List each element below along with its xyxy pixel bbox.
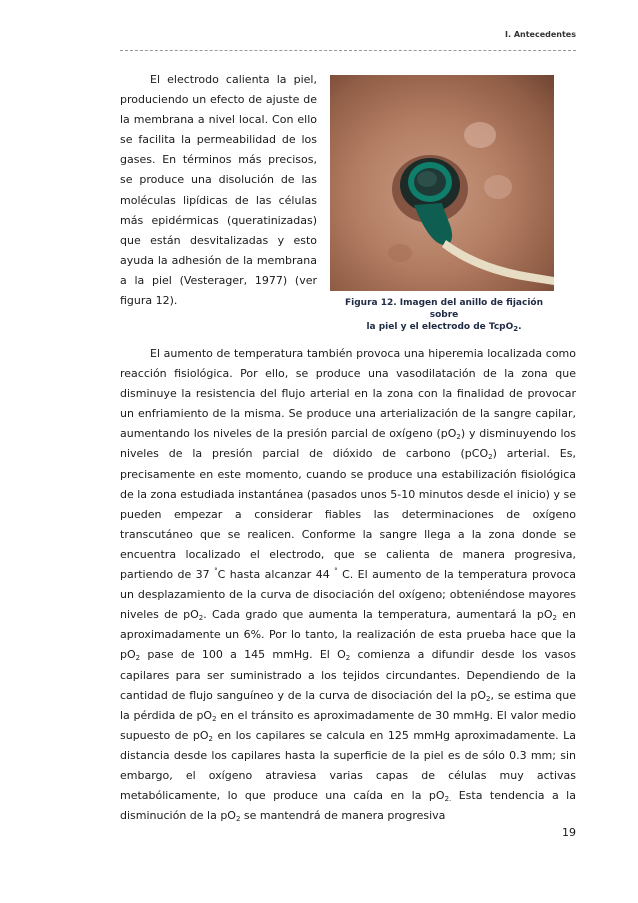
caption-subscript: 2 — [513, 325, 519, 333]
body-text: C. El aumento de la temperatura provoca un desplazamiento de la curva de disociación del oxígeno; obteniéndose mayores niveles de pO — [120, 568, 576, 622]
subscript: 2 — [212, 714, 217, 723]
intro-paragraph: El electrodo calienta la piel, produciendo un efecto de ajuste de la membrana a nivel local. Con ello se facilita la permeabilidad de los gases. En términos más precisos, se produce una disolución de las moléculas lipídicas de las células más epidérmicas (queratinizadas) que están desvitalizadas y esto ayuda la adhesión de la membrana a la piel (Vesterager, 1977) (ver figura 12). — [120, 73, 317, 308]
caption-line-2-end: . — [518, 322, 522, 332]
body-text: ) arterial. Es, precisamente en este momento, cuando se produce una estabilización fisiológica de la zona estudiada instantánea (pasados unos 5-10 minutos desde el inicio) y se pueden empezar a considerar fiables las determinaciones de oxígeno transcutáneo que se realicen. Conforme la sangre llega a la zona donde se encuentra localizado el electrodo, que se calienta de manera progresiva, partiendo de 37 — [120, 447, 576, 582]
body-text: C hasta alcanzar 44 — [217, 568, 335, 582]
subscript: 2 — [208, 734, 213, 743]
body-text: en los capilares se calcula en 125 mmHg aproximadamente. La distancia desde los capilares hasta la superficie de la piel es de sólo 0.3 mm; sin embargo, el oxígeno atraviesa varias capas de células muy activas metabólicamente, lo que produce una caída en la pO — [120, 728, 576, 803]
body-text: comienza a difundir desde los vasos capilares para ser suministrado a los tejidos circundantes. Dependiendo de la cantidad de flujo sanguíneo y de la curva de disociación del la pO — [120, 648, 576, 702]
body-text: El aumento de temperatura también provoca una hiperemia localizada como reacción fisiológica. Por ello, se produce una vasodilatación de la zona que disminuye la resistencia del flujo arterial en la zona con la finalidad de provocar un enfriamiento de la misma. Se produce una arterialización de la sangre capilar, aumentando los niveles de la presión parcial de oxígeno (pO — [120, 347, 576, 441]
subscript: 2 — [552, 614, 557, 623]
header-divider — [120, 50, 576, 51]
body-text: , se estima que la pérdida de pO — [120, 688, 576, 722]
degree-symbol: ° — [214, 567, 218, 576]
subscript: 2 — [235, 815, 241, 824]
page-number: 19 — [562, 826, 576, 839]
subscript: 2 — [135, 654, 141, 663]
subscript: 2. — [444, 795, 452, 804]
electrode-photo — [330, 75, 554, 291]
body-text: se mantendrá de manera progresiva — [240, 809, 446, 823]
degree-symbol: ° — [334, 567, 338, 576]
body-text: en el tránsito es aproximadamente de 30 mmHg. El valor medio supuesto de pO — [120, 708, 576, 742]
section-header: I. Antecedentes — [505, 30, 576, 39]
caption-line-2: la piel y el electrodo de TcpO — [366, 322, 514, 332]
figure-caption — [330, 297, 558, 333]
body-paragraph — [120, 344, 576, 826]
subscript: 2 — [198, 614, 204, 623]
body-text: . Cada grado que aumenta la temperatura, aumentará la pO — [203, 608, 553, 622]
caption-line-1: Figura 12. Imagen del anillo de fijación sobre — [344, 298, 544, 320]
body-text: pase de 100 a 145 mmHg. El O — [140, 648, 346, 662]
body-text: en aproximadamente un 6%. Por lo tanto, la realización de esta prueba hace que la pO — [120, 608, 576, 662]
subscript: 2 — [456, 433, 461, 442]
subscript: 2 — [345, 654, 351, 663]
subscript: 2 — [488, 453, 493, 462]
subscript: 2 — [486, 694, 491, 703]
body-text: ) y disminuyendo los niveles de la presión parcial de dióxido de carbono (pCO — [120, 427, 576, 461]
body-text: Esta tendencia a la disminución de la pO — [120, 789, 576, 823]
electrode-illustration — [330, 75, 554, 291]
